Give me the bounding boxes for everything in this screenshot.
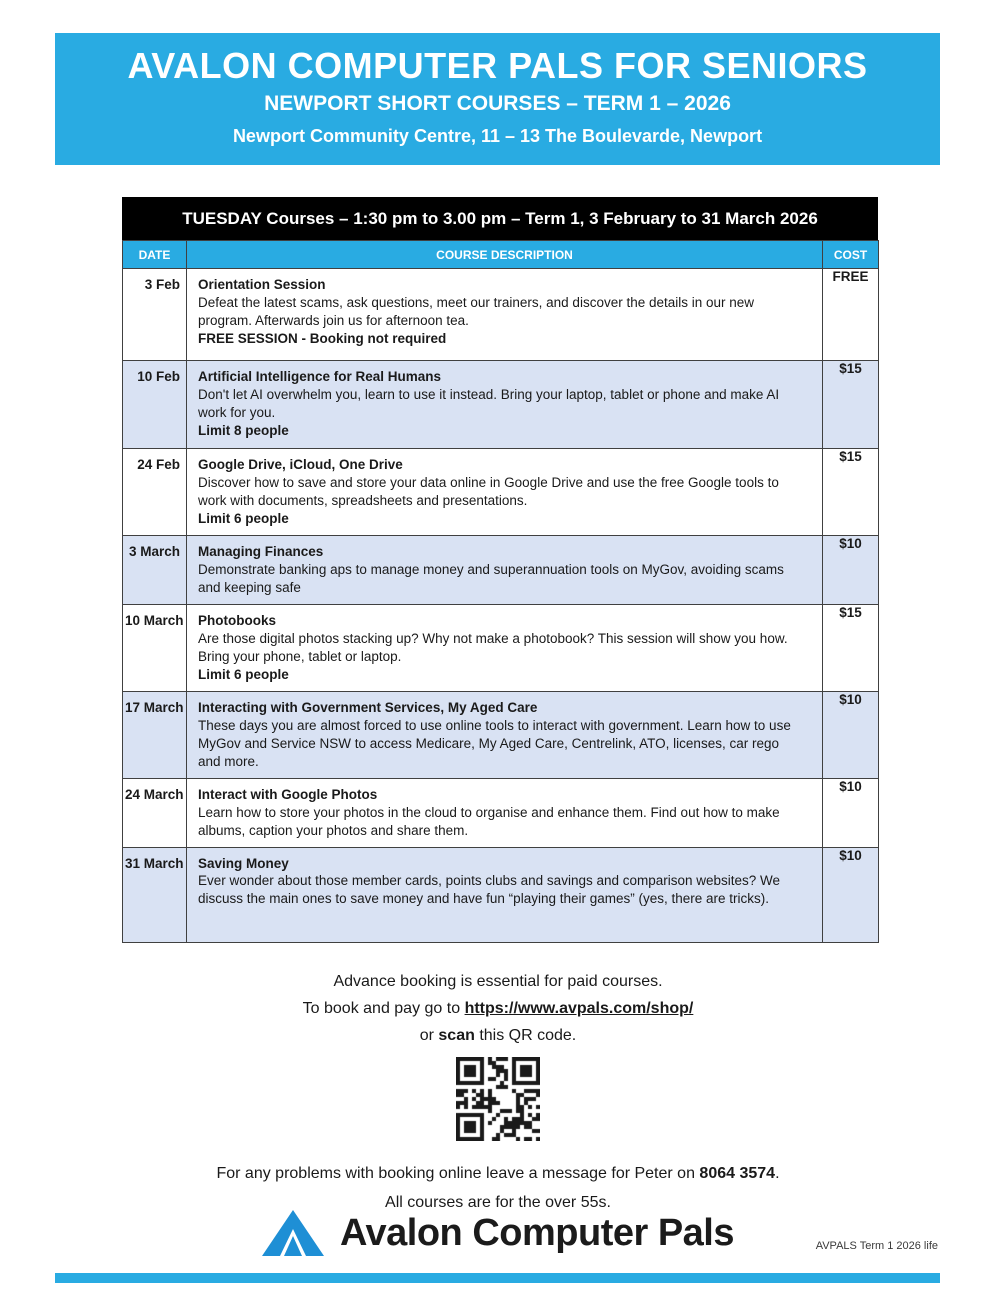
course-description-cell — [187, 778, 823, 847]
qr-box — [0, 1057, 996, 1150]
course-description-cell — [187, 847, 823, 942]
booking-line-2-prefix: To book and pay go to — [302, 1000, 465, 1018]
venue-address: Newport Community Centre, 11 – 13 The Boulevarde, Newport — [232, 126, 763, 147]
course-description: Demonstrate banking aps to manage money and superannuation tools on MyGov, avoiding scams and keeping safe — [198, 561, 784, 595]
booking-line-3-bold: scan — [438, 1027, 475, 1045]
qr-code-icon — [456, 1057, 540, 1141]
problems-prefix: For any problems with booking online leave a message for Peter on — [216, 1164, 700, 1182]
schedule-banner: TUESDAY Courses – 1:30 pm to 3.00 pm – Term 1, 3 February to 31 March 2026 — [122, 197, 878, 240]
table-row — [123, 847, 879, 942]
bottom-accent-bar — [55, 1273, 940, 1283]
problems-line — [0, 1160, 996, 1187]
table-header-row — [123, 241, 879, 269]
column-header-date: DATE — [123, 241, 187, 269]
doc-reference: AVPALS Term 1 2026 life — [815, 1240, 938, 1252]
booking-line-3-suffix: this QR code. — [474, 1027, 577, 1045]
course-description: Discover how to save and store your data online in Google Drive and use the free Google tools to work with documents, spreadsheets and presentations. — [198, 474, 779, 508]
course-description: Are those digital photos stacking up? Why not make a photobook? This session will show you how. Bring your phone, tablet or laptop. — [198, 630, 788, 664]
page-title: AVALON COMPUTER PALS FOR SENIORS — [127, 45, 868, 86]
course-description: Learn how to store your photos in the cloud to organise and enhance them. Find out how to make albums, caption your photos and share them. — [198, 804, 780, 838]
schedule-section — [122, 197, 878, 943]
course-cost: $15 — [823, 604, 879, 691]
table-row — [123, 691, 879, 778]
header-band — [55, 33, 940, 165]
course-description-cell — [187, 691, 823, 778]
table-row — [123, 361, 879, 449]
table-row — [123, 778, 879, 847]
course-description-cell — [187, 604, 823, 691]
table-row — [123, 604, 879, 691]
course-cost: $15 — [823, 449, 879, 536]
course-table-body — [123, 269, 879, 943]
course-date: 31 March — [123, 847, 187, 942]
course-date: 10 March — [123, 604, 187, 691]
course-note: Limit 8 people — [198, 422, 289, 438]
phone-number: 8064 3574 — [699, 1164, 776, 1182]
course-description-cell — [187, 361, 823, 449]
course-note: Limit 6 people — [198, 510, 289, 526]
course-cost: FREE — [823, 269, 879, 361]
course-cost: $10 — [823, 778, 879, 847]
footer-logo-row — [0, 1210, 996, 1266]
course-description-cell — [187, 536, 823, 605]
page-subtitle: NEWPORT SHORT COURSES – TERM 1 – 2026 — [264, 92, 731, 116]
problems-suffix: . — [775, 1164, 780, 1182]
table-row — [123, 536, 879, 605]
course-note: FREE SESSION - Booking not required — [198, 330, 447, 346]
logo-text: Avalon Computer Pals — [339, 1211, 734, 1254]
booking-line-1: Advance booking is essential for paid courses. — [333, 973, 663, 990]
course-title: Interact with Google Photos — [198, 786, 378, 802]
booking-section — [0, 968, 996, 1216]
course-description: Don't let AI overwhelm you, learn to use it instead. Bring your laptop, tablet or phone and make AI work for you. — [198, 386, 780, 420]
course-description-cell — [187, 449, 823, 536]
course-date: 3 Feb — [123, 269, 187, 361]
column-header-description: COURSE DESCRIPTION — [187, 241, 823, 269]
course-date: 3 March — [123, 536, 187, 605]
course-date: 24 Feb — [123, 449, 187, 536]
course-date: 10 Feb — [123, 361, 187, 449]
course-title: Photobooks — [198, 612, 276, 628]
column-header-cost: COST — [823, 241, 879, 269]
course-cost: $10 — [823, 691, 879, 778]
course-description: These days you are almost forced to use online tools to interact with government. Learn how to use MyGov and Service NSW to access Medicare, My Aged Care, Centrelink, ATO, licenses, car rego and more. — [198, 717, 791, 769]
table-row — [123, 449, 879, 536]
table-row — [123, 269, 879, 361]
course-table — [122, 240, 879, 943]
age-note: All courses are for the over 55s. — [385, 1193, 611, 1211]
course-description: Ever wonder about those member cards, points clubs and savings and comparison websites? We discuss the main ones to save money and have fun “playing their games” (yes, there are tricks). — [198, 873, 781, 907]
course-cost: $10 — [823, 847, 879, 942]
course-cost: $15 — [823, 361, 879, 449]
course-cost: $10 — [823, 536, 879, 605]
course-note: Limit 6 people — [198, 666, 289, 682]
booking-line-3-prefix: or — [419, 1027, 439, 1045]
course-title: Interacting with Government Services, My Aged Care — [198, 699, 538, 715]
course-description-cell — [187, 269, 823, 361]
course-title: Artificial Intelligence for Real Humans — [198, 369, 442, 384]
course-description: Defeat the latest scams, ask questions, meet our trainers, and discover the details in our new program. Afterwards join us for afternoon tea. — [198, 294, 755, 328]
course-title: Saving Money — [198, 855, 289, 871]
booking-line-2 — [0, 995, 996, 1022]
shop-link[interactable]: https://www.avpals.com/shop/ — [464, 1000, 694, 1018]
course-date: 17 March — [123, 691, 187, 778]
course-title: Google Drive, iCloud, One Drive — [198, 457, 403, 472]
course-title: Orientation Session — [198, 277, 326, 292]
course-date: 24 March — [123, 778, 187, 847]
course-title: Managing Finances — [198, 544, 324, 559]
avalon-triangle-icon — [262, 1210, 324, 1256]
booking-line-3 — [0, 1022, 996, 1049]
